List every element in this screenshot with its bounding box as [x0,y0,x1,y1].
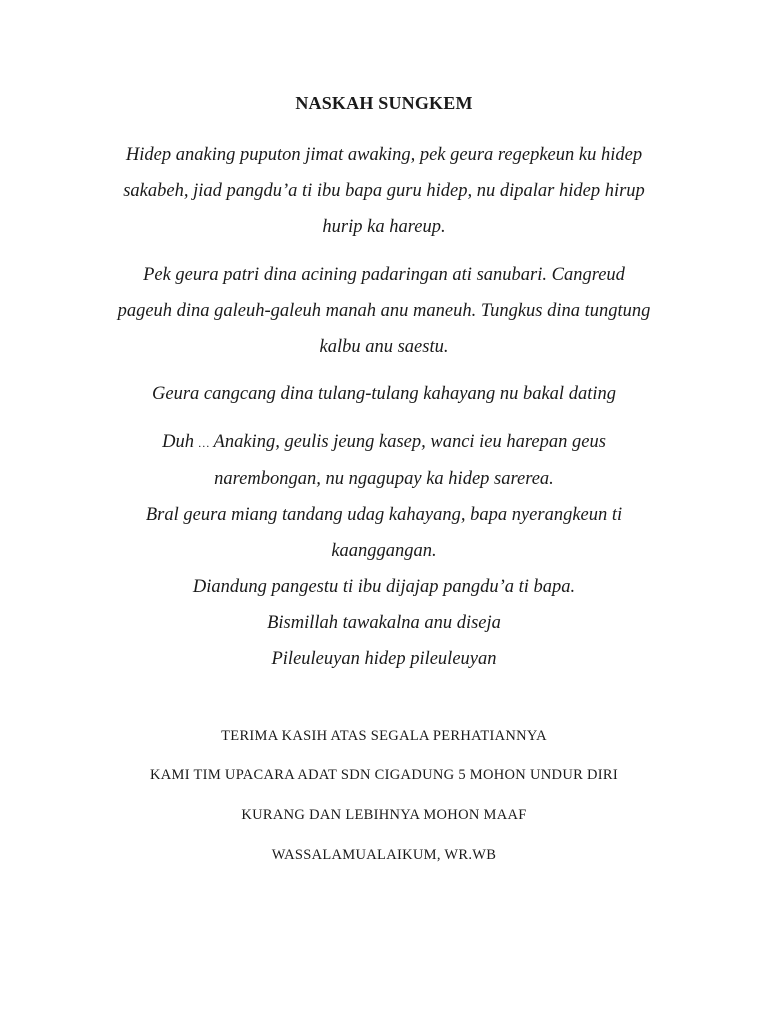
document-title: NASKAH SUNGKEM [295,93,473,113]
ellipsis: … [198,436,210,450]
stanza-line: Geura cangcang dina tulang-tulang kahayang nu bakal dating [152,384,616,404]
stanza-line: sakabeh, jiad pangdu’a ti ibu bapa guru hidep, nu dipalar hidep hirup [123,181,645,201]
stanza-line: Diandung pangestu ti ibu dijajap pangdu’a ti bapa. [192,577,576,597]
stanza-line: kalbu anu saestu. [319,337,449,357]
stanza-line: Pek geura patri dina acining padaringan ati sanubari. Cangreud [143,265,625,285]
stanza-4 [84,424,684,677]
closing-line: KURANG DAN LEBIHNYA MOHON MAAF [241,807,527,823]
stanza-line: narembongan, nu ngagupay ka hidep sarerea. [214,469,554,489]
stanza-1 [84,137,684,245]
closing-line: WASSALAMUALAIKUM, WR.WB [271,847,497,863]
stanza-line: Hidep anaking puputon jimat awaking, pek geura regepkeun ku hidep [125,145,643,165]
stanza-line: hurip ka hareup. [322,217,446,237]
stanza-line: Bismillah tawakalna anu diseja [267,613,501,633]
closing-line: TERIMA KASIH ATAS SEGALA PERHATIANNYA [221,728,547,744]
stanza-line: pageuh dina galeuh-galeuh manah anu maneuh. Tungkus dina tungtung [117,301,651,321]
closing-line: KAMI TIM UPACARA ADAT SDN CIGADUNG 5 MOHON UNDUR DIRI [150,767,618,783]
stanza-line [84,424,684,461]
stanza-line-start: Duh [162,432,199,452]
stanza-2 [84,257,684,365]
stanza-line: kaanggangan. [331,541,437,561]
stanza-line: Bral geura miang tandang udag kahayang, bapa nyerangkeun ti [145,505,623,525]
stanza-line: Pileuleuyan hidep pileuleuyan [271,649,497,669]
stanza-3 [84,376,684,412]
stanza-line-rest: Anaking, geulis jeung kasep, wanci ieu harepan geus [209,432,606,452]
